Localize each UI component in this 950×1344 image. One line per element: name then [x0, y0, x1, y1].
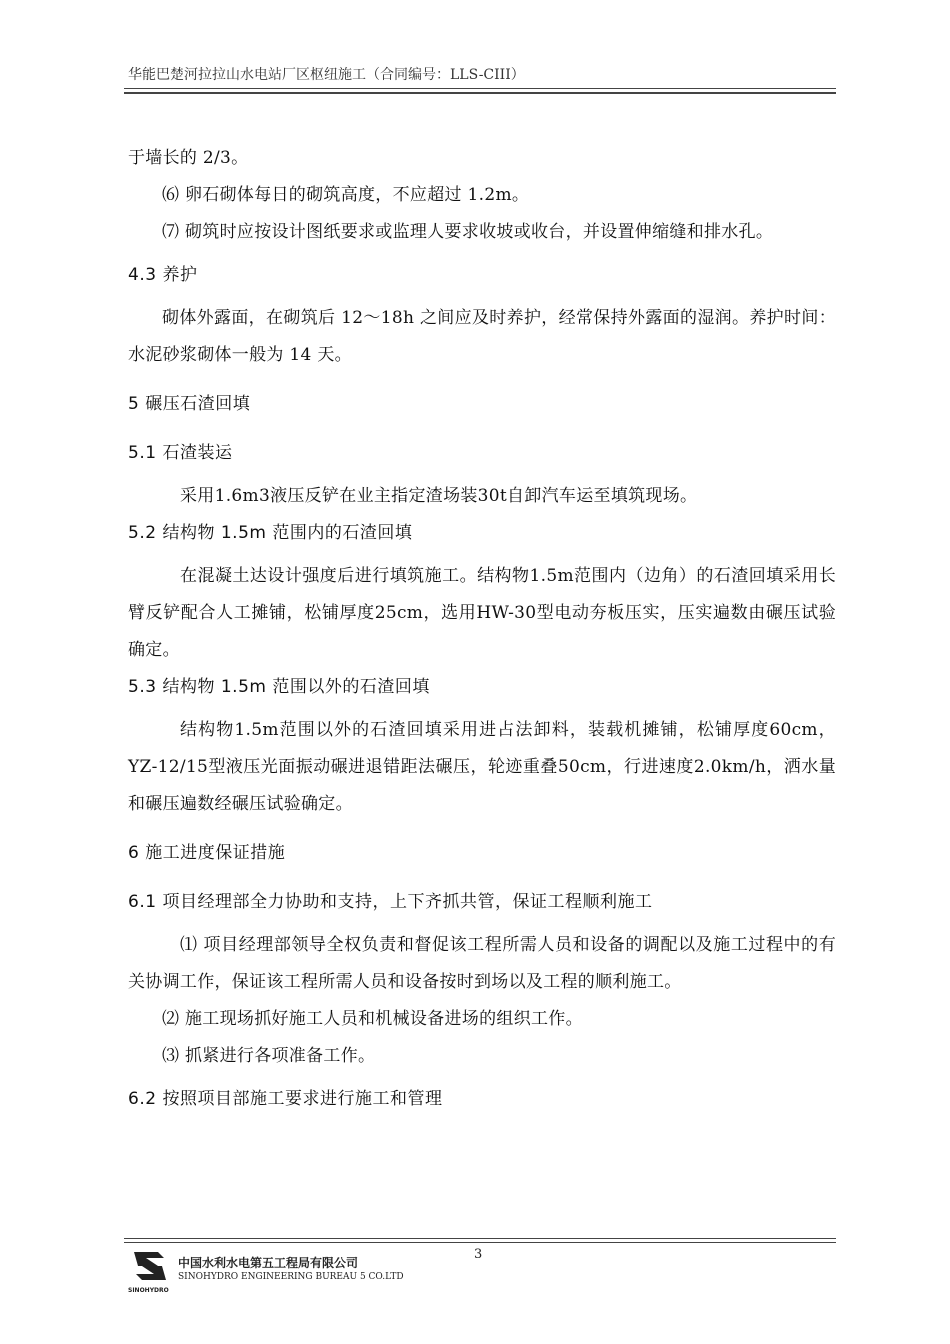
list-item-1: ⑴ 项目经理部领导全权负责和督促该工程所需人员和设备的调配以及施工过程中的有关协调工作，保证该工程所需人员和设备按时到场以及工程的顺利施工。	[128, 935, 836, 992]
document-body	[128, 140, 836, 1118]
section-heading-6-1: 6.1 项目经理部全力协助和支持，上下齐抓共管，保证工程顺利施工	[128, 892, 653, 912]
section-heading-6-2: 6.2 按照项目部施工要求进行施工和管理	[128, 1089, 443, 1109]
paragraph-transport: 采用1.6m3液压反铲在业主指定渣场装30t自卸汽车运至填筑现场。	[180, 486, 698, 506]
header-rule-thin	[124, 88, 836, 89]
list-item-7: ⑺ 砌筑时应按设计图纸要求或监理人要求收坡或收台，并设置伸缩缝和排水孔。	[162, 222, 774, 242]
running-header: 华能巴楚河拉拉山水电站厂区枢纽施工（合同编号：LLS-CIII）	[128, 67, 525, 83]
company-name-cn: 中国水利水电第五工程局有限公司	[178, 1256, 359, 1270]
sinohydro-logo-icon	[128, 1246, 172, 1286]
section-heading-4-3: 4.3 养护	[128, 265, 198, 285]
section-heading-5: 5 碾压石渣回填	[128, 394, 251, 414]
page-number: 3	[474, 1247, 483, 1262]
list-item-2: ⑵ 施工现场抓好施工人员和机械设备进场的组织工作。	[162, 1009, 583, 1029]
footer-rule-top	[124, 1238, 836, 1239]
section-heading-6: 6 施工进度保证措施	[128, 843, 286, 863]
paragraph-backfill-outside: 结构物1.5m范围以外的石渣回填采用进占法卸料，装载机摊铺，松铺厚度60cm，YZ-12/15型液压光面振动碾进退错距法碾压，轮迹重叠50cm，行进速度2.0km/h，洒水量和碾压遍数经碾压试验确定。	[128, 720, 836, 814]
paragraph-curing: 砌体外露面，在砌筑后 12～18h 之间应及时养护，经常保持外露面的湿润。养护时间：水泥砂浆砌体一般为 14 天。	[128, 308, 836, 365]
logo-wordmark: SINOHYDRO	[128, 1287, 169, 1294]
footer-rule-bottom	[124, 1242, 836, 1243]
list-item-6: ⑹ 卵石砌体每日的砌筑高度，不应超过 1.2m。	[162, 185, 530, 205]
header-rule-thick	[124, 92, 836, 94]
paragraph-backfill-inside: 在混凝土达设计强度后进行填筑施工。结构物1.5m范围内（边角）的石渣回填采用长臂反铲配合人工摊铺，松铺厚度25cm，选用HW-30型电动夯板压实，压实遍数由碾压试验确定。	[128, 566, 836, 660]
list-item-3: ⑶ 抓紧进行各项准备工作。	[162, 1046, 376, 1066]
paragraph-continuation: 于墙长的 2/3。	[128, 148, 249, 168]
section-heading-5-1: 5.1 石渣装运	[128, 443, 233, 463]
section-heading-5-2: 5.2 结构物 1.5m 范围内的石渣回填	[128, 523, 413, 543]
company-name-en: SINOHYDRO ENGINEERING BUREAU 5 CO.LTD	[178, 1272, 404, 1282]
section-heading-5-3: 5.3 结构物 1.5m 范围以外的石渣回填	[128, 677, 430, 697]
